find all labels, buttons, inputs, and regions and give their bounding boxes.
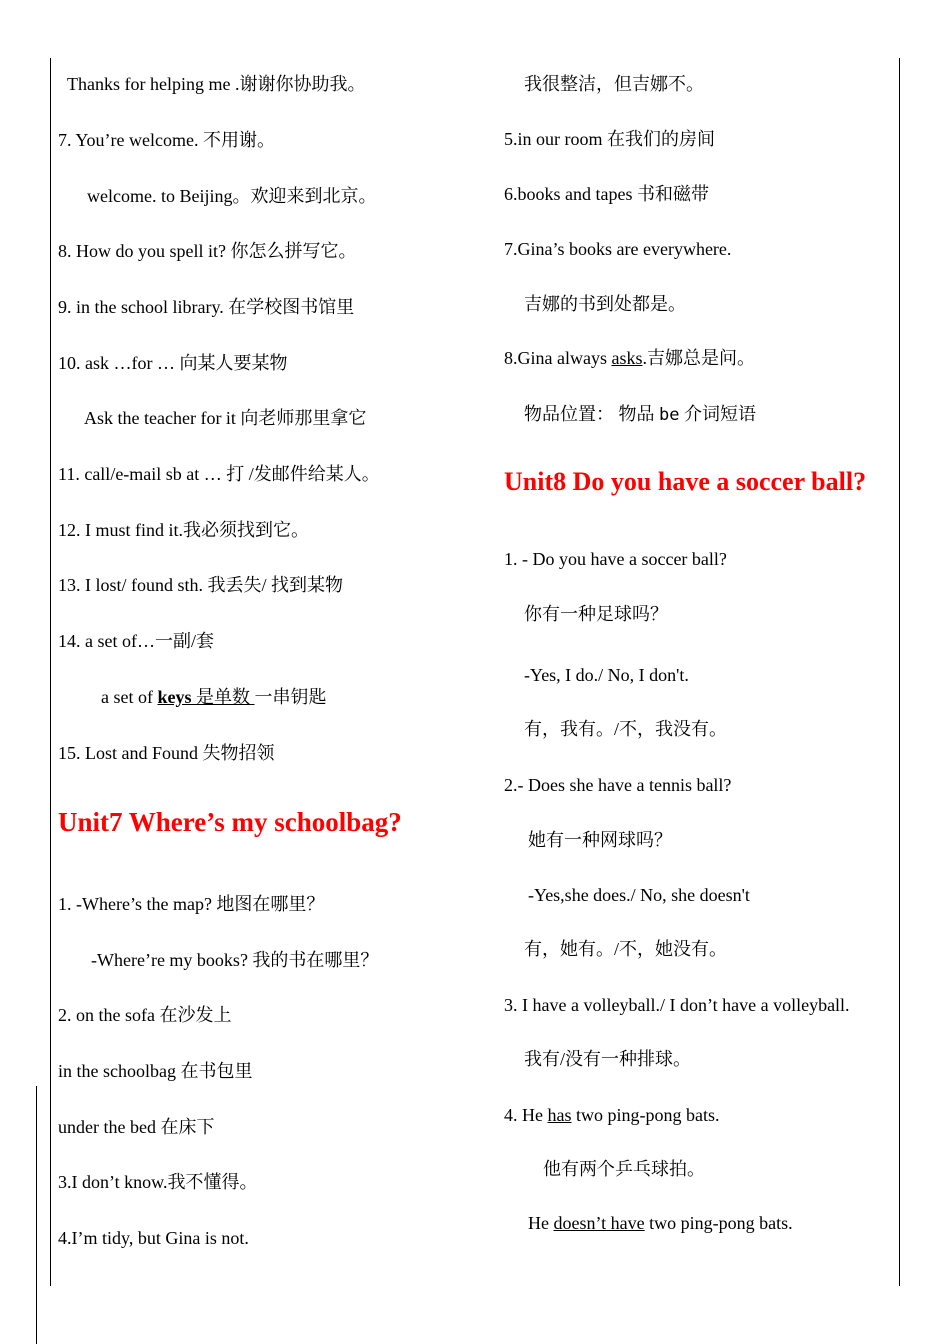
asks-word: asks	[611, 348, 643, 368]
left-line-12: 12. I must find it.我必须找到它。	[58, 520, 309, 540]
right-line-everywhere-cn: 吉娜的书到处都是。	[524, 294, 686, 314]
left-margin-rule	[36, 1086, 37, 1344]
right-line-6: 6.books and tapes 书和磁带	[504, 184, 709, 204]
unit7-line-3: 3.I don’t know.我不懂得。	[58, 1172, 258, 1192]
unit7-line-schoolbag: in the schoolbag 在书包里	[58, 1061, 253, 1081]
left-line-ask-teacher: Ask the teacher for it 向老师那里拿它	[84, 408, 367, 428]
unit8-line-1: 1. - Do you have a soccer ball?	[504, 549, 727, 569]
left-line-14: 14. a set of…一副/套	[58, 631, 214, 651]
right-line-tidy: 我很整洁，但吉娜不。	[524, 74, 704, 94]
left-line-13: 13. I lost/ found sth. 我丢失/ 找到某物	[58, 575, 344, 595]
position-b: 介词短语	[679, 404, 756, 424]
unit8-line-she-does-cn: 有，她有。/不，她没有。	[524, 939, 727, 959]
has-prefix: 4. He	[504, 1105, 548, 1125]
keys-prefix: a set of	[101, 687, 158, 707]
right-line-7: 7.Gina’s books are everywhere.	[504, 239, 732, 259]
left-line-9: 9. in the school library. 在学校图书馆里	[58, 297, 355, 317]
position-a: 物品位置： 物品	[524, 404, 659, 424]
unit8-line-yes-i-do-cn: 有，我有。/不，我没有。	[524, 719, 727, 739]
unit8-line-volleyball-cn: 我有/没有一种排球。	[524, 1049, 692, 1069]
right-line-8	[504, 347, 755, 369]
asks-suffix: .吉娜总是问。	[642, 348, 755, 368]
unit7-line-2: 2. on the sofa 在沙发上	[58, 1005, 232, 1025]
has-suffix: two ping-pong bats.	[571, 1105, 720, 1125]
right-border-rule	[899, 58, 900, 1286]
unit8-line-yes-i-do: -Yes, I do./ No, I don't.	[524, 665, 689, 685]
left-border-rule	[50, 58, 51, 1286]
left-line-10: 10. ask …for … 向某人要某物	[58, 353, 288, 373]
position-be: be	[659, 405, 680, 425]
asks-prefix: 8.Gina always	[504, 348, 612, 368]
unit8-line-she-does: -Yes,she does./ No, she doesn't	[528, 885, 750, 905]
right-line-position	[524, 403, 756, 426]
unit7-line-4: 4.I’m tidy, but Gina is not.	[58, 1228, 249, 1248]
doesnt-prefix: He	[528, 1213, 554, 1233]
unit8-title: Unit8 Do you have a soccer ball?	[504, 467, 867, 496]
keys-word: keys	[157, 687, 192, 707]
doesnt-word: doesn’t have	[553, 1213, 645, 1233]
unit8-line-tennis-cn: 她有一种网球吗？	[528, 830, 672, 850]
left-line-11: 11. call/e-mail sb at … 打 /发邮件给某人。	[58, 464, 380, 484]
right-line-5: 5.in our room 在我们的房间	[504, 129, 715, 149]
unit8-line-bats-cn: 他有两个乒乓球拍。	[543, 1159, 705, 1179]
unit8-line-doesnt-have	[528, 1212, 793, 1234]
doesnt-suffix: two ping-pong bats.	[644, 1213, 793, 1233]
unit7-title: Unit7 Where’s my schoolbag?	[58, 807, 402, 837]
unit7-line-1: 1. -Where’s the map? 地图在哪里？	[58, 894, 325, 914]
left-line-keys	[101, 686, 327, 708]
has-word: has	[547, 1105, 572, 1125]
unit8-line-soccer-cn: 你有一种足球吗？	[524, 604, 668, 624]
left-line-7: 7. You’re welcome. 不用谢。	[58, 130, 275, 150]
left-line-8: 8. How do you spell it? 你怎么拼写它。	[58, 241, 357, 261]
unit8-line-2: 2.- Does she have a tennis ball?	[504, 775, 732, 795]
unit8-line-3: 3. I have a volleyball./ I don’t have a volleyball.	[504, 995, 850, 1015]
keys-note: 是单数	[191, 687, 255, 707]
left-line-15: 15. Lost and Found 失物招领	[58, 743, 275, 763]
keys-suffix: 一串钥匙	[254, 687, 327, 707]
left-line-thanks: Thanks for helping me .谢谢你协助我。	[67, 74, 366, 94]
unit7-line-bed: under the bed 在床下	[58, 1117, 215, 1137]
unit7-line-books: -Where’re my books? 我的书在哪里？	[91, 950, 379, 970]
left-line-welcome: welcome. to Beijing。欢迎来到北京。	[87, 186, 377, 206]
unit8-line-4	[504, 1104, 720, 1126]
